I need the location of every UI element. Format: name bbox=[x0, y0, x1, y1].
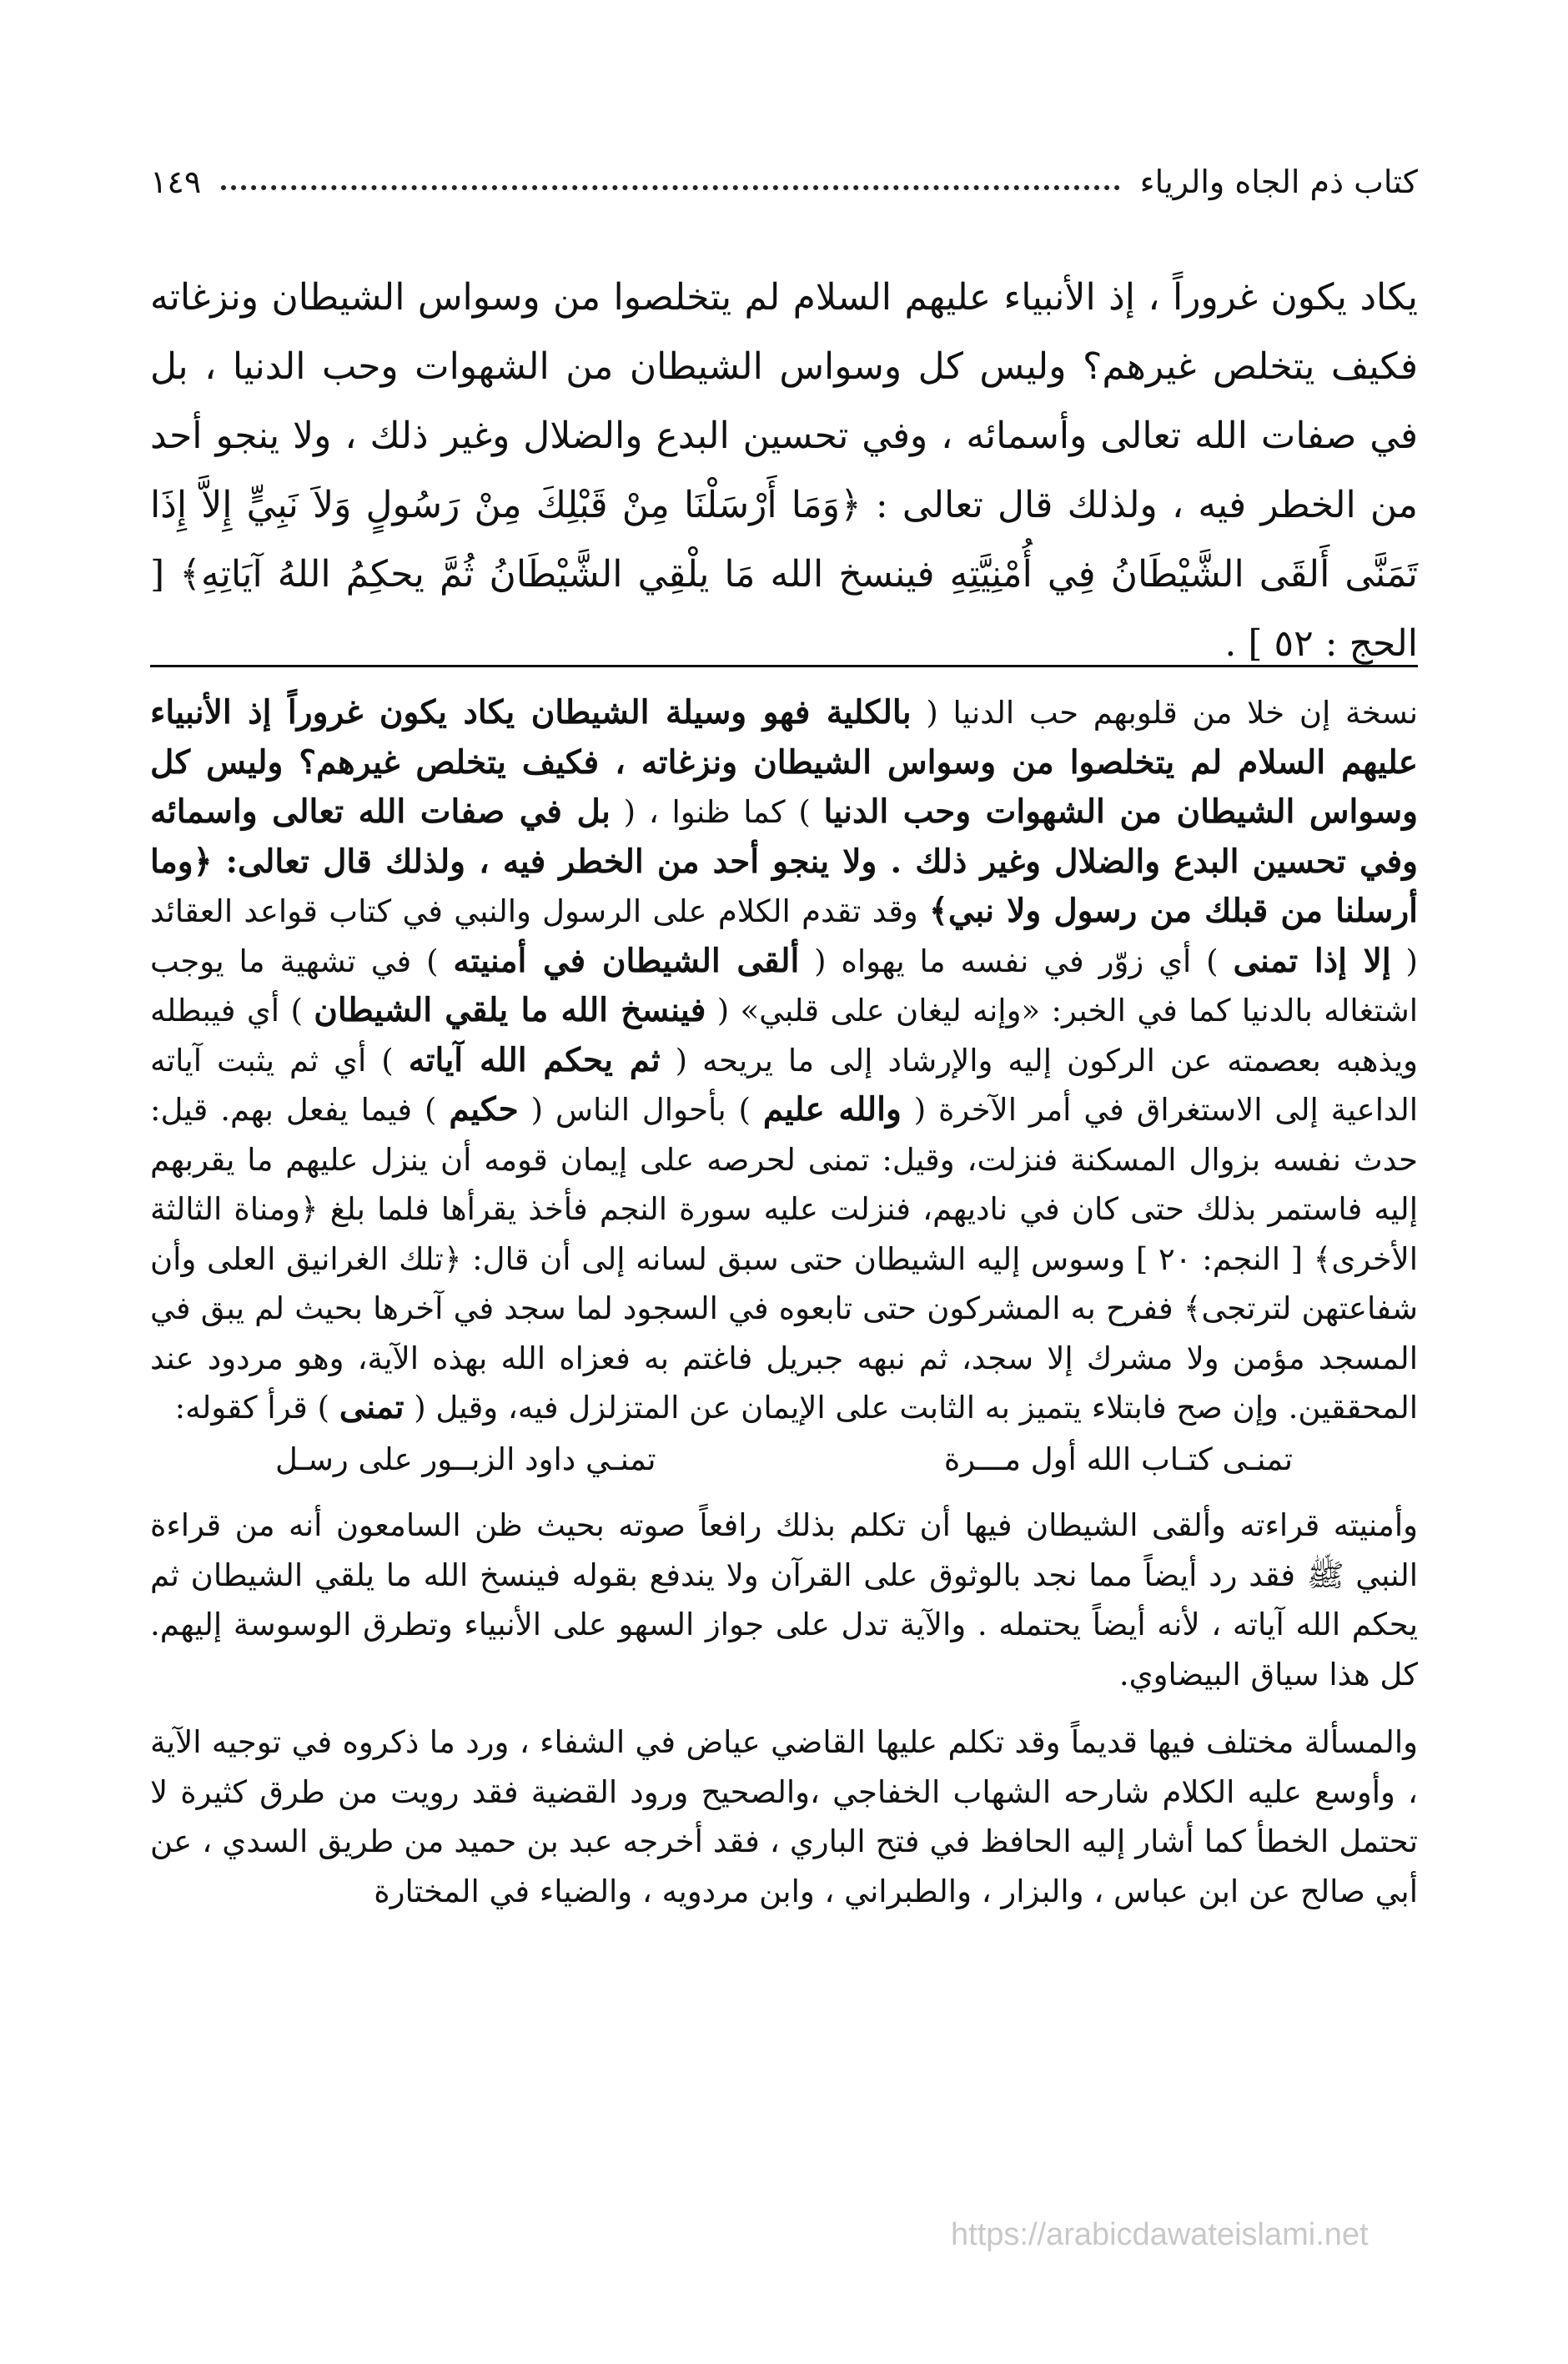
commentary-text: ) في تشهية ما يوجب اشتغاله بالدنيا كما في الخبر: «وإنه ليغان على قلبي» ( bbox=[150, 943, 1418, 1029]
verse-second-hemistich: تمنـي داود الزبــور على رسـل bbox=[275, 1441, 656, 1477]
commentary-text: نسخة إن خلا من قلوبهم حب الدنيا ( bbox=[911, 695, 1418, 731]
poetry-verse bbox=[150, 1435, 1418, 1485]
main-paragraph: يكاد يكون غروراً ، إذ الأنبياء عليهم السلام لم يتخلصوا من وسواس الشيطان ونزغاته فكيف يتخلص غيرهم؟ وليس كل وسواس الشيطان من الشهوات وحب الدنيا ، بل في صفات الله تعالى وأسمائه ، وفي تحسين البدع والضلال وغير ذلك ، ولا ينجو أحد من الخطر فيه ، ولذلك قال تعالى : ﴿وَمَا أَرْسَلْنَا مِنْ قَبْلِكَ مِنْ رَسُولٍ وَلاَ نَبِيٍّ إِلاَّ إِذَا تَمَنَّى أَلقَى الشَّيْطَانُ فِي أُمْنِيَّتِهِ فينسخ الله مَا يلْقِي الشَّيْطَانُ ثُمَّ يحكِمُ اللهُ آيَاتِهِ﴾ [ الحج : ٥٢ ] . bbox=[150, 276, 1419, 665]
commentary bbox=[150, 688, 1418, 1916]
commentary-text: ) قرأ كقوله: bbox=[174, 1390, 339, 1426]
commentary-paragraph-2: وأمنيته قراءته وألقى الشيطان فيها أن تكلم بذلك رافعاً صوته بحيث ظن السامعون أنه من قراءة النبي ﷺ فقد رد أيضاً مما نجد بالوثوق على القرآن ولا يندفع بقوله فينسخ الله ما يلقي الشيطان ثم يحكم الله آياته ، لأنه أيضاً يحتمله . والآية تدل على جواز السهو على الأنبياء وتطرق الوسوسة إليهم. كل هذا سياق البيضاوي. bbox=[150, 1507, 1418, 1693]
commentary-text: ) فيما يفعل بهم. قيل: حدث نفسه بزوال المسكنة فنزلت، وقيل: تمنى لحرصه على إيمان قومه أن ينزل عليهم ما يقربهم إليه فاستمر بذلك حتى كان في ناديهم، فنزلت عليه سورة النجم فأخذ يقرأها فلما بلغ ﴿ومناة الثالثة الأخرى﴾ [ النجم: ٢٠ ] وسوس إليه الشيطان حتى سبق لسانه إلى أن قال: ﴿تلك الغرانيق العلى وأن شفاعتهن لترتجى﴾ ففرح به المشركون حتى تابعوه في السجود لما سجد في آخرها بحيث لم يبق في المسجد مؤمن ولا مشرك إلا سجد، ثم نبهه جبريل فاغتم به فعزاه الله بهذه الآية، وهو مردود عند المحققين. وإن صح فابتلاء يتميز به الثابت على الإيمان عن المتزلزل فيه، وقيل ( bbox=[150, 1092, 1418, 1426]
commentary-quoted-text: بالكلية فهو وسيلة الشيطان يكاد يكون غروراً إذ الأنبياء عليهم السلام لم يتخلصوا من وسواس الشيطان ونزغاته ، فكيف يتخلص غيرهم؟ وليس كل وسواس الشيطان من الشهوات وحب الدنيا bbox=[150, 693, 1418, 831]
running-header bbox=[150, 150, 1418, 200]
commentary-text: وقد تقدم الكلام على الرسول والنبي في كتاب قواعد العقائد ( bbox=[150, 893, 1418, 979]
commentary-quoted-text: تمنى bbox=[339, 1388, 405, 1426]
commentary-quoted-text: بل في صفات الله تعالى واسمائه وفي تحسين البدع والضلال وغير ذلك . ولا ينجو أحد من الخطر فيه ، ولذلك قال تعالى: ﴿وما أرسلنا من قبلك من رسول ولا نبي﴾ bbox=[150, 792, 1419, 930]
paragraph-gap bbox=[150, 1699, 1418, 1718]
footnote-divider bbox=[150, 665, 1418, 667]
commentary-quoted-text: حكيم bbox=[449, 1090, 519, 1129]
commentary-text: ) أي فيبطله ويذهبه بعصمته عن الركون إليه والإرشاد إلى ما يريحه ( bbox=[150, 993, 1418, 1079]
header-leader-dots bbox=[221, 185, 1120, 190]
commentary-text: ) أي ثم يثبت آياته الداعية إلى الاستغراق في أمر الآخرة ( bbox=[150, 1042, 1419, 1128]
commentary-quoted-text: فينسخ الله ما يلقي الشيطان bbox=[314, 991, 706, 1029]
commentary-quoted-text: إلا إذا تمنى bbox=[1233, 941, 1391, 980]
watermark-url: https://arabicdawateislami.net bbox=[951, 2217, 1369, 2252]
commentary-quoted-text: والله عليم bbox=[762, 1090, 902, 1129]
main-text bbox=[150, 263, 1418, 678]
commentary-paragraph-1 bbox=[150, 688, 1418, 1433]
chapter-title: كتاب ذم الجاه والرياء bbox=[1139, 163, 1418, 200]
commentary-quoted-text: ألقى الشيطان في أمنيته bbox=[453, 941, 800, 980]
commentary-text: ) أي زوّر في نفسه ما يهواه ( bbox=[799, 943, 1234, 979]
commentary-quoted-text: ثم يحكم الله آياته bbox=[408, 1040, 661, 1079]
commentary-text: ) كما ظنوا ، ( bbox=[610, 794, 824, 830]
page-number: ١٤٩ bbox=[150, 163, 202, 200]
commentary-paragraph-3: والمسألة مختلف فيها قديماً وقد تكلم عليها القاضي عياض في الشفاء ، ورد ما ذكروه في توجيه الآية ، وأوسع عليه الكلام شارحه الشهاب الخفاجي ،والصحيح ورود القضية فقد رويت من طرق كثيرة لا تحتمل الخطأ كما أشار إليه الحافظ في فتح الباري ، فقد أخرجه عبد بن حميد من طريق السدي ، عن أبي صالح عن ابن عباس ، والبزار ، والطبراني ، وابن مردويه ، والضياء في المختارة bbox=[150, 1724, 1418, 1909]
verse-first-hemistich: تمنـى كتـاب الله أول مـــرة bbox=[943, 1441, 1293, 1477]
commentary-text: ) بأحوال الناس ( bbox=[518, 1092, 763, 1128]
